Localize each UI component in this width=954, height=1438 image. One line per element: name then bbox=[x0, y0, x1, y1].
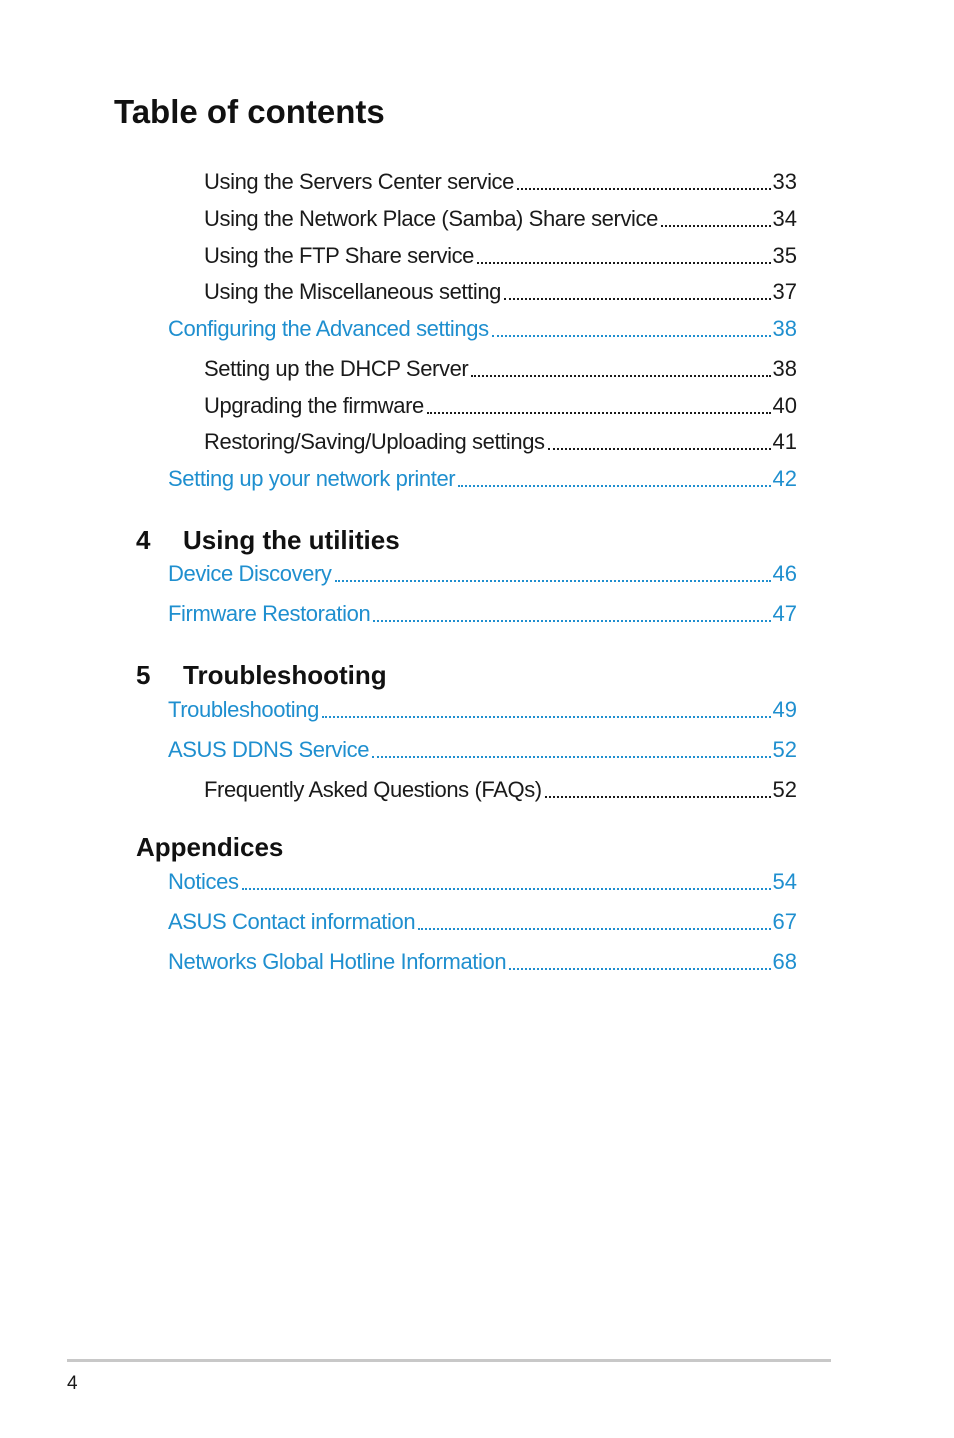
toc-entry-label: Networks Global Hotline Information bbox=[168, 949, 507, 974]
toc-entry-restoring-settings[interactable] bbox=[204, 428, 797, 456]
toc-entry-label: Troubleshooting bbox=[168, 697, 319, 722]
toc-page-number: 33 bbox=[772, 169, 797, 194]
toc-entry-advanced-settings[interactable] bbox=[168, 315, 797, 343]
toc-page-number: 52 bbox=[772, 777, 797, 802]
dot-leader bbox=[545, 796, 771, 798]
toc-entry-label: Upgrading the firmware bbox=[204, 393, 424, 418]
toc-page-number: 35 bbox=[772, 243, 797, 268]
toc-entry-network-printer[interactable] bbox=[168, 465, 797, 493]
toc-entry-device-discovery[interactable] bbox=[168, 560, 797, 588]
toc-entry-notices[interactable] bbox=[168, 868, 797, 896]
dot-leader bbox=[548, 448, 771, 450]
dot-leader bbox=[458, 485, 770, 487]
toc-page-number: 68 bbox=[772, 949, 797, 974]
dot-leader bbox=[418, 928, 770, 930]
toc-entry-label: Restoring/Saving/Uploading settings bbox=[204, 429, 545, 454]
toc-page-number: 41 bbox=[772, 429, 797, 454]
appendices-heading bbox=[136, 831, 283, 863]
dot-leader bbox=[372, 756, 770, 758]
dot-leader bbox=[242, 888, 771, 890]
toc-entry-label: Setting up your network printer bbox=[168, 466, 456, 491]
toc-entry-label: Setting up the DHCP Server bbox=[204, 356, 469, 381]
appendices-title: Appendices bbox=[136, 832, 284, 862]
chapter-heading-4 bbox=[136, 524, 400, 556]
toc-entry-label: Device Discovery bbox=[168, 561, 332, 586]
toc-page-number: 49 bbox=[772, 697, 797, 722]
page-title: Table of contents bbox=[114, 93, 385, 130]
chapter-number: 5 bbox=[136, 660, 151, 690]
toc-entry-label: Firmware Restoration bbox=[168, 601, 371, 626]
toc-entry-dhcp-server[interactable] bbox=[204, 355, 797, 383]
dot-leader bbox=[504, 298, 771, 300]
dot-leader bbox=[492, 335, 771, 337]
toc-entry-label: Using the Servers Center service bbox=[204, 169, 514, 194]
toc-page-number: 38 bbox=[772, 356, 797, 381]
footer-page-number: 4 bbox=[67, 1373, 78, 1394]
toc-entry-label: Frequently Asked Questions (FAQs) bbox=[204, 777, 542, 802]
toc-entry-label: ASUS DDNS Service bbox=[168, 737, 370, 762]
footer-divider bbox=[67, 1359, 831, 1362]
dot-leader bbox=[427, 412, 771, 414]
toc-page-number: 37 bbox=[772, 279, 797, 304]
toc-entry-troubleshooting[interactable] bbox=[168, 696, 797, 724]
toc-entry-label: Using the Network Place (Samba) Share service bbox=[204, 206, 658, 231]
toc-page-number: 52 bbox=[772, 737, 797, 762]
toc-page-number: 47 bbox=[772, 601, 797, 626]
toc-entry-label: Using the Miscellaneous setting bbox=[204, 279, 501, 304]
toc-entry-upgrading-firmware[interactable] bbox=[204, 392, 797, 420]
toc-entry-label: ASUS Contact information bbox=[168, 909, 416, 934]
dot-leader bbox=[373, 620, 770, 622]
toc-entry-ftp-share[interactable] bbox=[204, 242, 797, 270]
dot-leader bbox=[509, 968, 770, 970]
toc-entry-label: Notices bbox=[168, 869, 239, 894]
toc-page-number: 67 bbox=[772, 909, 797, 934]
dot-leader bbox=[471, 375, 770, 377]
dot-leader bbox=[477, 262, 770, 264]
toc-entry-servers-center[interactable] bbox=[204, 168, 797, 196]
toc-entry-faqs[interactable] bbox=[204, 776, 797, 804]
dot-leader bbox=[322, 716, 771, 718]
toc-entry-label: Configuring the Advanced settings bbox=[168, 316, 489, 341]
toc-entry-firmware-restoration[interactable] bbox=[168, 600, 797, 628]
toc-entry-asus-ddns[interactable] bbox=[168, 736, 797, 764]
toc-entry-samba-share[interactable] bbox=[204, 205, 797, 233]
toc-page-number: 38 bbox=[772, 316, 797, 341]
toc-entry-global-hotline[interactable] bbox=[168, 948, 797, 976]
toc-page-number: 42 bbox=[772, 466, 797, 491]
toc-page-number: 40 bbox=[772, 393, 797, 418]
chapter-number: 4 bbox=[136, 525, 151, 555]
chapter-title: Using the utilities bbox=[183, 525, 400, 555]
toc-entry-miscellaneous[interactable] bbox=[204, 278, 797, 306]
dot-leader bbox=[335, 580, 771, 582]
toc-page-number: 54 bbox=[772, 869, 797, 894]
toc-entry-label: Using the FTP Share service bbox=[204, 243, 475, 268]
toc-page-number: 34 bbox=[772, 206, 797, 231]
dot-leader bbox=[517, 188, 771, 190]
toc-page-number: 46 bbox=[772, 561, 797, 586]
chapter-title: Troubleshooting bbox=[183, 660, 387, 690]
dot-leader bbox=[661, 225, 771, 227]
chapter-heading-5 bbox=[136, 659, 387, 691]
toc-entry-contact-information[interactable] bbox=[168, 908, 797, 936]
